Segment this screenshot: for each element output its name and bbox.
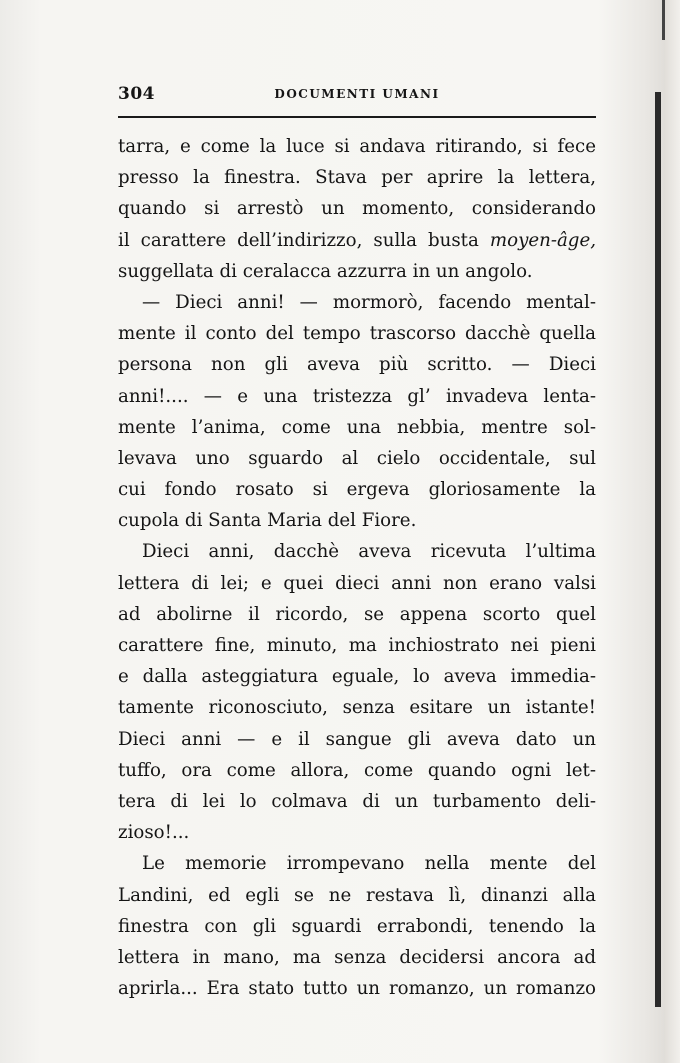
text-line [118, 599, 596, 630]
text-line [118, 568, 596, 599]
binding-shadow [655, 92, 661, 1007]
text-line-content: tera di lei lo colmava di un turbamento deli- [118, 790, 596, 812]
text-line-content: Dieci anni — e il sangue gli aveva dato un [118, 728, 596, 750]
header-rule [118, 116, 596, 118]
text-line [118, 692, 596, 723]
text-line-content: — Dieci anni! — mormorò, facendo mental- [142, 291, 596, 313]
text-line [118, 256, 596, 287]
text-line-content: carattere fine, minuto, ma inchiostrato nei pieni [118, 635, 596, 656]
text-line-content: levava uno sguardo al cielo occidentale, sul [118, 447, 596, 469]
page-number: 304 [118, 84, 155, 104]
text-line [118, 349, 596, 380]
text-line [118, 536, 596, 567]
text-line-content: anni!.... — e una tristezza gl’ invadeva lenta- [118, 385, 596, 407]
text-line [118, 755, 596, 786]
text-line-content: e dalla asteggiatura eguale, lo aveva immedia- [118, 666, 596, 688]
text-line-content: lettera in mano, ma senza decidersi ancora ad [118, 946, 596, 968]
text-line-content: Dieci anni, dacchè aveva ricevuta l’ultima [142, 541, 596, 563]
text-line [118, 786, 596, 817]
text-line-content: cui fondo rosato si ergeva gloriosamente la [118, 479, 596, 501]
text-line [118, 661, 596, 692]
text-line [118, 973, 596, 1004]
body-text [118, 131, 596, 1004]
text-line-content: presso la finestra. Stava per aprire la lettera, [118, 167, 596, 189]
text-line [118, 193, 596, 224]
text-line-content: persona non gli aveva più scritto. — Dieci [118, 354, 596, 376]
text-line [118, 381, 596, 412]
page-edge [664, 0, 680, 1063]
text-line-content: tuffo, ora come allora, come quando ogni let- [118, 759, 596, 781]
text-line-content: suggellata di ceralacca azzurra in un angolo. [118, 260, 533, 282]
text-line-content: mente l’anima, come una nebbia, mentre sol- [118, 416, 596, 438]
text-line [118, 443, 596, 474]
text-line [118, 911, 596, 942]
running-header [118, 84, 596, 108]
text-line-content: ad abolirne il ricordo, se appena scorto quel [118, 603, 596, 625]
text-line-content: Landini, ed egli se ne restava lì, dinanzi alla [118, 884, 596, 906]
text-line-content: cupola di Santa Maria del Fiore. [118, 510, 417, 532]
text-line [118, 724, 596, 755]
text-line [118, 412, 596, 443]
text-line-content: il carattere dell’indirizzo, sulla busta [118, 229, 490, 251]
text-line-content: zioso!... [118, 822, 190, 844]
text-line-content: aprirla... Era stato tutto un romanzo, un romanzo [118, 978, 596, 1000]
text-line-content: quando si arrestò un momento, considerando [118, 198, 596, 220]
running-head-title: DOCUMENTI UMANI [274, 87, 440, 101]
text-line-content: lettera di lei; e quei dieci anni non erano valsi [118, 572, 596, 594]
text-line [118, 287, 596, 318]
text-line [118, 474, 596, 505]
text-line-content: Le memorie irrompevano nella mente del [142, 853, 596, 875]
text-line [118, 162, 596, 193]
edge-mark [662, 0, 665, 40]
text-line [118, 131, 596, 162]
text-line-content: finestra con gli sguardi errabondi, tenendo la [118, 915, 596, 937]
text-line [118, 848, 596, 879]
text-line-content: mente il conto del tempo trascorso dacchè quella [118, 323, 596, 345]
text-line [118, 880, 596, 911]
text-line-content: tarra, e come la luce si andava ritirando, si fece [118, 136, 596, 157]
text-line [118, 942, 596, 973]
text-line [118, 225, 596, 256]
italic-term: moyen-âge, [489, 229, 596, 251]
text-line [118, 505, 596, 536]
text-line [118, 817, 596, 848]
text-line [118, 630, 596, 661]
text-line-content: tamente riconosciuto, senza esitare un istante! [118, 697, 596, 719]
text-line [118, 318, 596, 349]
